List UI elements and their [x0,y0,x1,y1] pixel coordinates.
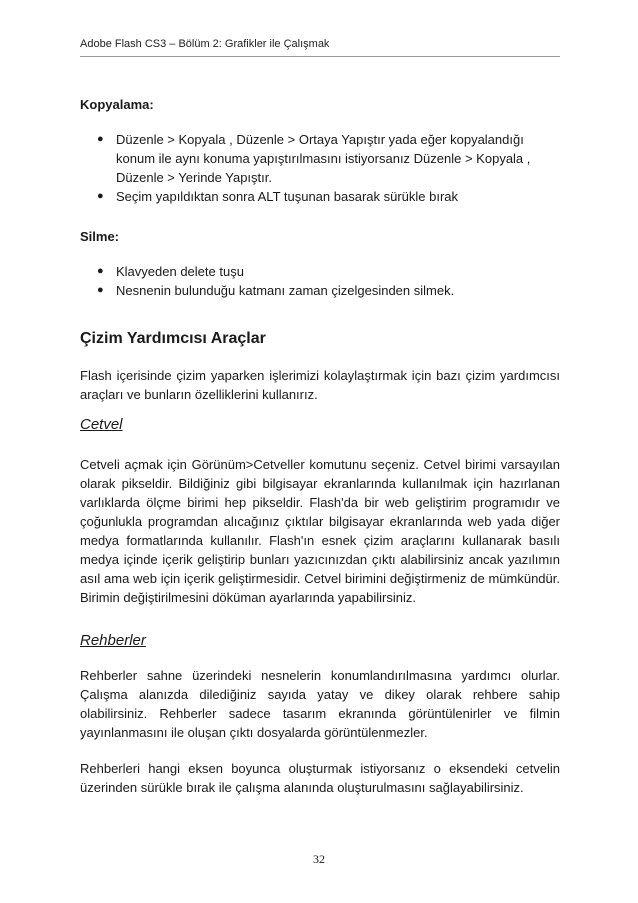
cizim-intro-paragraph: Flash içerisinde çizim yaparken işlerimizi kolaylaştırmak için bazı çizim yardımcısı araçları ve bunların özelliklerini kullanırız. [80,368,560,402]
list-item-text: Düzenle > Kopyala , Düzenle > Ortaya Yapıştır yada eğer kopyalandığı konum ile aynı konuma yapıştırılmasını istiyorsanız Düzenle > Kopyala , Düzenle > Yerinde Yapıştır. [116,132,531,185]
subheading-cetvel: Cetvel [80,416,123,433]
running-header: Adobe Flash CS3 – Bölüm 2: Grafikler ile Çalışmak [80,38,330,50]
list-item-text: Nesnenin bulunduğu katmanı zaman çizelgesinden silmek. [116,283,455,298]
list-item [80,281,560,300]
list-item [80,187,560,206]
kopyalama-list [80,130,560,206]
header-divider [80,56,560,57]
list-item [80,262,560,281]
rehberler-paragraph-2: Rehberleri hangi eksen boyunca oluşturmak istiyorsanız o eksendeki cetvelin üzerinden sürükle bırak ile çalışma alanında oluşturulmasını sağlayabilirsiniz. [80,761,560,795]
rehberler-paragraph-1: Rehberler sahne üzerindeki nesnelerin konumlandırılmasına yardımcı olurlar. Çalışma alanızda dilediğiniz sayıda yatay ve dikey olarak rehbere sahip olabilirsiniz. Rehberler sadece tasarım ekranında görüntülenirler ve filmin yayınlanmasını ile oluşan çıktı dosyalarda görüntülenmezler. [80,668,560,740]
bullet-icon: ● [97,284,104,296]
section-heading-cizim: Çizim Yardımcısı Araçlar [80,330,266,347]
bullet-icon: ● [97,133,104,145]
page-number: 32 [313,852,325,866]
silme-label: Silme: [80,229,120,244]
list-item-text: Klavyeden delete tuşu [116,264,244,279]
bullet-icon: ● [97,190,104,202]
list-item [80,130,560,187]
cetvel-paragraph: Cetveli açmak için Görünüm>Cetveller komutunu seçeniz. Cetvel birimi varsayılan olarak pikseldir. Bildiğiniz gibi bilgisayar ekranlarında kullanılmak için hazırlanan varlıklarda ölçme birimi hep pikseldir. Flash'da bir web geliştirim programıdır ve çoğunlukla programdan alıcağınız çıktılar bilgisayar ekranlarında web yada diğer medya formatlarında kullanılır. Flash'ın esnek çizim araçlarını kullanarak basılı medya içinde içerik geliştirip bunları yazıcınızdan çıktı alabilirsiniz ancak yazılımın asıl ama web için içerik geliştirmesidir. Cetvel birimini değiştirmeniz de mümkündür. Birimin değiştirilmesini döküman ayarlarında yapabilirsiniz. [80,457,560,605]
kopyalama-label: Kopyalama: [80,97,154,112]
subheading-rehberler: Rehberler [80,632,146,649]
bullet-icon: ● [97,265,104,277]
silme-list [80,262,560,300]
list-item-text: Seçim yapıldıktan sonra ALT tuşunan basarak sürükle bırak [116,189,459,204]
